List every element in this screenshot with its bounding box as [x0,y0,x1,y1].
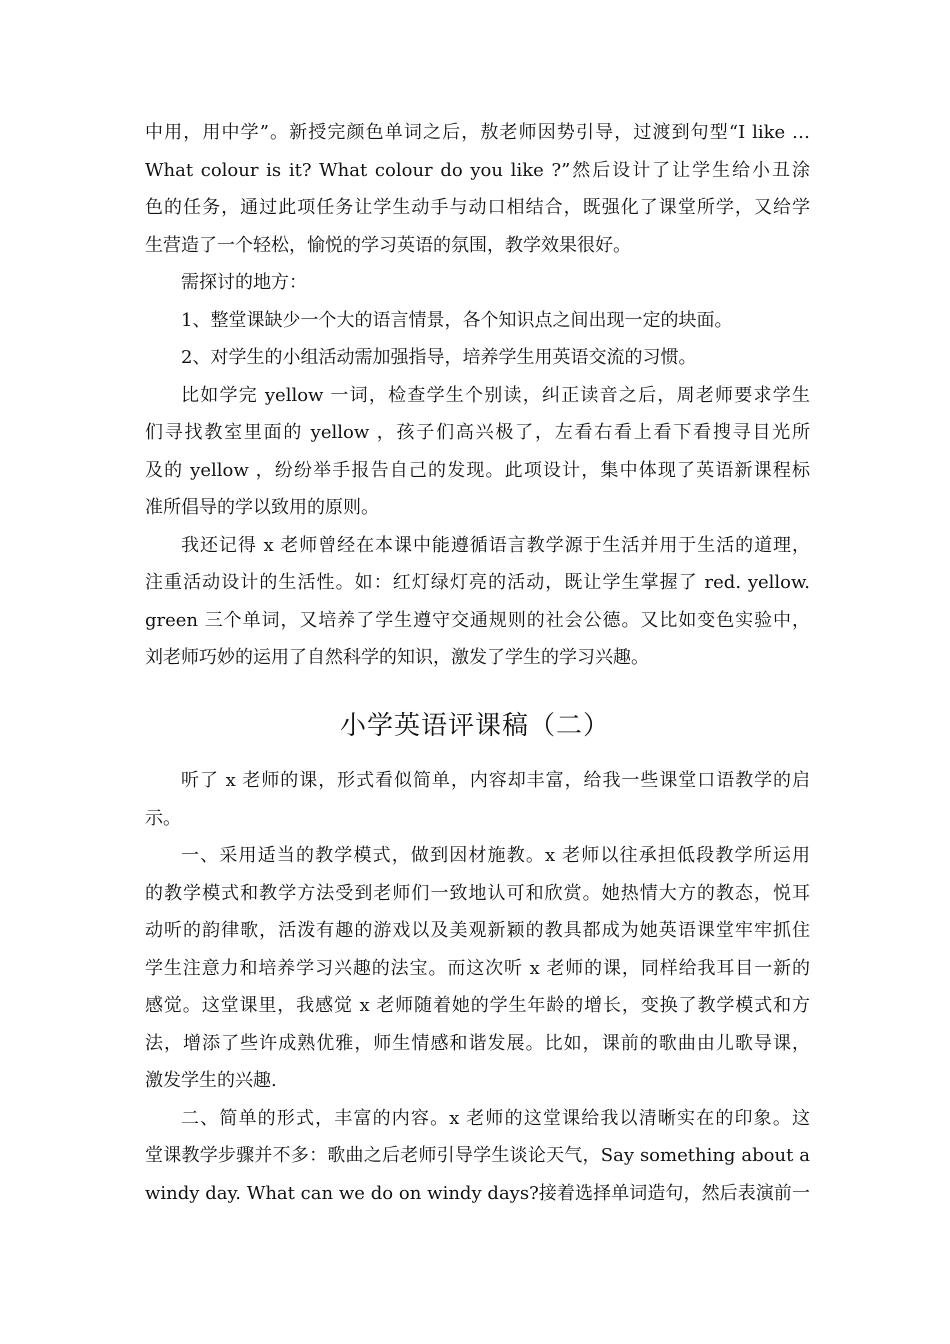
list-item: 2、对学生的小组活动需加强指导，培养学生用英语交流的习惯。 [181,347,697,368]
list-item: 1、整堂课缺少一个大的语言情景，各个知识点之间出现一定的块面。 [181,309,733,331]
section-two-body [145,762,810,1212]
subheading-discussion: 需探讨的地方： [181,272,307,293]
section-one-body [145,114,810,677]
paragraph-line: 学生注意力和培养学习兴趣的法宝。而这次听 x 老师的课，同样给我耳目一新的 [145,957,810,979]
paragraph-line: 生营造了一个轻松，愉悦的学习英语的氛围，教学效果很好。 [145,234,631,256]
paragraph-line: 法，增添了些许成熟优雅，师生情感和谐发展。比如，课前的歌曲由儿歌导课， [145,1032,810,1054]
section-title: 小学英语评课稿（二） [339,711,610,741]
paragraph-line: green 三个单词，又培养了学生遵守交通规则的社会公德。又比如变色实验中， [145,609,810,631]
paragraph-line: 中用，用中学”。新授完颜色单词之后，敖老师因势引导，过渡到句型“I like … [145,122,810,143]
paragraph-line: windy day. What can we do on windy days?接着选择单词造句，然后表演前一 [145,1182,810,1204]
paragraph-line: 比如学完 yellow 一词，检查学生个别读，纠正读音之后，周老师要求学生 [181,384,810,406]
paragraph-line: 感觉。这堂课里，我感觉 x 老师随着她的学生年龄的增长，变换了教学模式和方 [145,995,810,1016]
paragraph-line: 们寻找教室里面的 yellow ，孩子们高兴极了，左看右看上看下看搜寻目光所 [145,422,810,443]
paragraph-line: 刘老师巧妙的运用了自然科学的知识，激发了学生的学习兴趣。 [145,647,649,668]
paragraph-line: 我还记得 x 老师曾经在本课中能遵循语言教学源于生活并用于生活的道理， [181,534,810,556]
paragraph-line: 注重活动设计的生活性。如：红灯绿灯亮的活动，既让学生掌握了 red. yellow. [145,572,810,593]
paragraph-line: 色的任务，通过此项任务让学生动手与动口相结合，既强化了课堂所学，又给学 [145,197,810,218]
paragraph-line: 一、采用适当的教学模式，做到因材施教。x 老师以往承担低段教学所运用 [181,845,810,866]
paragraph-line: 准所倡导的学以致用的原则。 [145,497,379,518]
paragraph-line: What colour is it? What colour do you like ?”然后设计了让学生给小丑涂 [145,159,810,181]
paragraph-line: 动听的韵律歌，活泼有趣的游戏以及美观新颖的教具都成为她英语课堂牢牢抓住 [145,920,810,941]
paragraph-line: 的教学模式和教学方法受到老师们一致地认可和欣赏。她热情大方的教态，悦耳 [145,882,810,904]
paragraph-line: 听了 x 老师的课，形式看似简单，内容却丰富，给我一些课堂口语教学的启 [181,770,810,791]
section-title-wrap [0,704,950,748]
paragraph-line: 示。 [145,807,181,829]
paragraph-line: 及的 yellow ，纷纷举手报告自己的发现。此项设计，集中体现了英语新课程标 [145,459,810,481]
paragraph-line: 激发学生的兴趣. [145,1070,277,1091]
paragraph-line: 二、简单的形式，丰富的内容。x 老师的这堂课给我以清晰实在的印象。这 [181,1107,810,1129]
paragraph-line: 堂课教学步骤并不多：歌曲之后老师引导学生谈论天气，Say something about a [145,1145,810,1166]
